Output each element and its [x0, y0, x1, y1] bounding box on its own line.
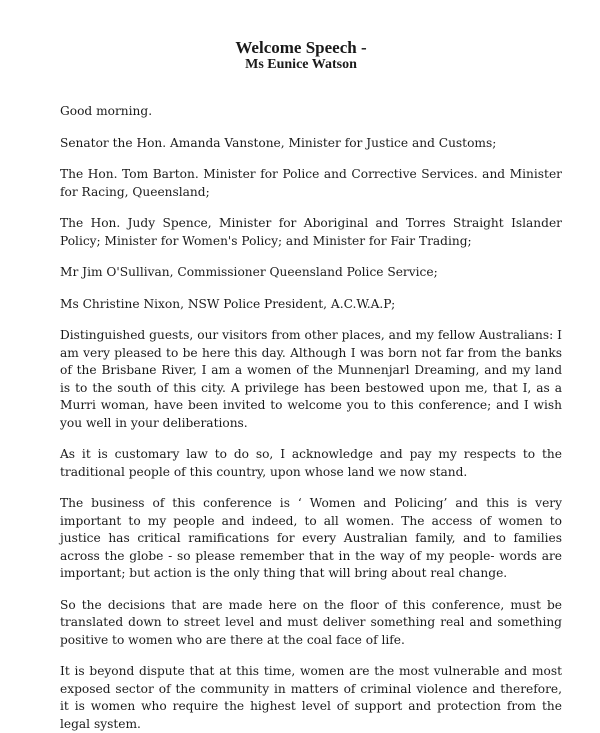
document-title: Welcome Speech - — [235, 38, 367, 57]
speech-body — [60, 103, 562, 733]
paragraph-conference-business: The business of this conference is ‘ Women and Policing’ and this is very important to my people and indeed, to all women. The access of women to justice has critical ramifications for every Australian family, and to families across the globe - so please remember that in the way of my people- words are important; but action is the only thing that will bring about real change. — [60, 496, 562, 580]
document-subtitle: Ms Eunice Watson — [245, 57, 357, 72]
paragraph-decisions: So the decisions that are made here on the floor of this conference, must be translated down to street level and must deliver something real and something positive to women who are there at the coal face of life. — [60, 597, 562, 647]
paragraph-acknowledgement-barton: The Hon. Tom Barton. Minister for Police and Corrective Services. and Minister for Racing, Queensland; — [60, 167, 562, 199]
paragraph-vulnerable-women: It is beyond dispute that at this time, women are the most vulnerable and most exposed sector of the community in matters of criminal violence and therefore, it is women who require the highest level of support and protection from the legal system. — [60, 664, 562, 731]
paragraph-greeting: Good morning. — [60, 104, 153, 118]
paragraph-acknowledgement-osullivan: Mr Jim O'Sullivan, Commissioner Queensland Police Service; — [60, 265, 438, 279]
paragraph-customary-law: As it is customary law to do so, I acknowledge and pay my respects to the traditional people of this country, upon whose land we now stand. — [60, 447, 562, 479]
paragraph-acknowledgement-nixon: Ms Christine Nixon, NSW Police President, A.C.W.A.P; — [60, 296, 396, 311]
paragraph-acknowledgement-vanstone: Senator the Hon. Amanda Vanstone, Minister for Justice and Customs; — [60, 135, 497, 150]
paragraph-acknowledgement-spence: The Hon. Judy Spence, Minister for Aboriginal and Torres Straight Islander Policy; Minister for Women's Policy; and Minister for Fair Trading; — [60, 216, 562, 248]
paragraph-distinguished-guests: Distinguished guests, our visitors from other places, and my fellow Australians: I am very pleased to be here this day. Although I was born not far from the banks of the Brisbane River, I am a women of the Munnenjarl Dreaming, and my land is to the south of this city. A privilege has been bestowed upon me, that I, as a Murri woman, have been invited to welcome you to this conference; and I wish you well in your deliberations. — [60, 328, 562, 430]
document-header — [40, 38, 562, 73]
